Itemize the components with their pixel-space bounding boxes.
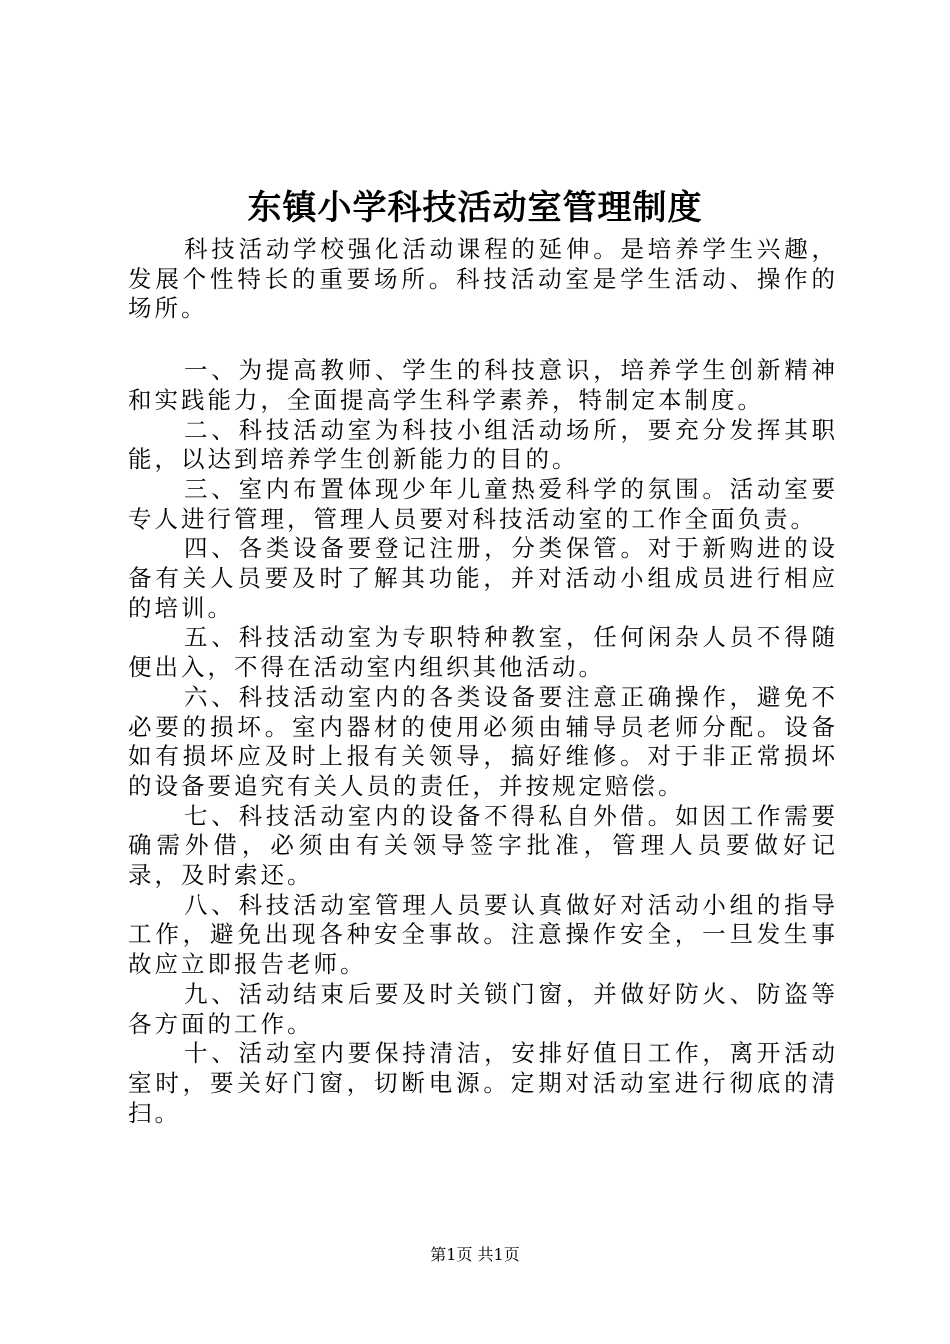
rule-item-2: 二、科技活动室为科技小组活动场所，要充分发挥其职能，以达到培养学生创新能力的目的。 xyxy=(128,415,838,474)
rule-item-7: 七、科技活动室内的设备不得私自外借。如因工作需要确需外借，必须由有关领导签字批准，管理人员要做好记录，及时索还。 xyxy=(128,801,838,890)
rule-item-9: 九、活动结束后要及时关锁门窗，并做好防火、防盗等各方面的工作。 xyxy=(128,979,838,1038)
rule-item-5: 五、科技活动室为专职特种教室，任何闲杂人员不得随便出入，不得在活动室内组织其他活动。 xyxy=(128,623,838,682)
intro-paragraph: 科技活动学校强化活动课程的延伸。是培养学生兴趣，发展个性特长的重要场所。科技活动室是学生活动、操作的场所。 xyxy=(128,235,838,323)
page-footer: 第1页 共1页 xyxy=(430,1245,520,1264)
document-title: 东镇小学科技活动室管理制度 xyxy=(247,188,703,228)
rule-item-10: 十、活动室内要保持清洁，安排好值日工作，离开活动室时，要关好门窗，切断电源。定期对活动室进行彻底的清扫。 xyxy=(128,1039,838,1127)
rule-item-1: 一、为提高教师、学生的科技意识，培养学生创新精神和实践能力，全面提高学生科学素养，特制定本制度。 xyxy=(128,356,838,414)
document-body xyxy=(128,235,838,1128)
rule-item-6: 六、科技活动室内的各类设备要注意正确操作，避免不必要的损坏。室内器材的使用必须由辅导员老师分配。设备如有损坏应及时上报有关领导，搞好维修。对于非正常损坏的设备要追究有关人员的责任，并按规定赔偿。 xyxy=(128,682,838,800)
rule-item-4: 四、各类设备要登记注册，分类保管。对于新购进的设备有关人员要及时了解其功能，并对活动小组成员进行相应的培训。 xyxy=(128,534,838,622)
rule-item-3: 三、室内布置体现少年儿童热爱科学的氛围。活动室要专人进行管理，管理人员要对科技活动室的工作全面负责。 xyxy=(128,474,838,533)
rule-item-8: 八、科技活动室管理人员要认真做好对活动小组的指导工作，避免出现各种安全事故。注意操作安全，一旦发生事故应立即报告老师。 xyxy=(128,890,838,979)
